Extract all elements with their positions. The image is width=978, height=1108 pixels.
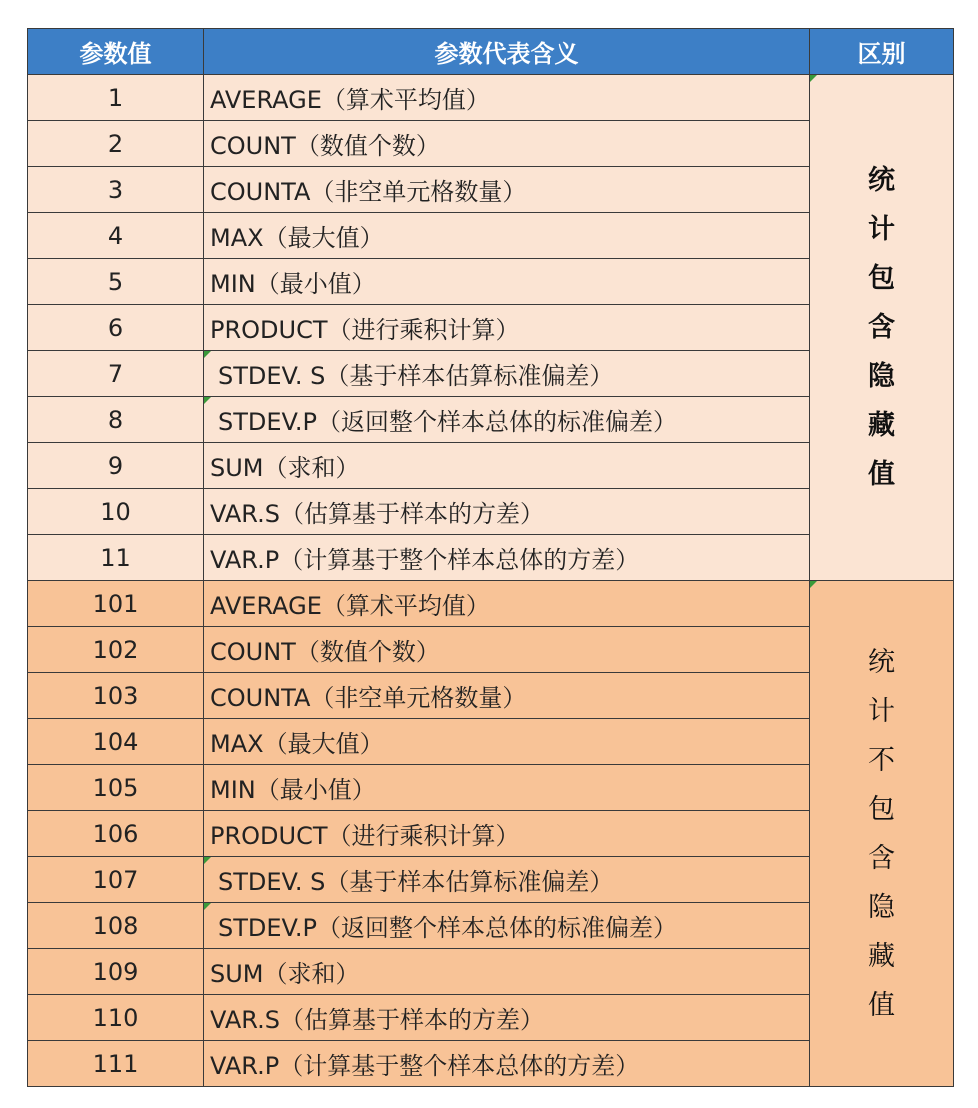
- param-meaning-text: PRODUCT（进行乘积计算）: [210, 822, 520, 850]
- param-value-cell: 111: [28, 1041, 204, 1087]
- param-value-cell: 107: [28, 857, 204, 903]
- param-meaning-cell: [204, 581, 810, 627]
- param-value-cell: 5: [28, 259, 204, 305]
- header-row: [28, 29, 954, 75]
- cell-marker-icon: [810, 75, 817, 82]
- param-meaning-cell: [204, 673, 810, 719]
- param-meaning-text: MAX（最大值）: [210, 730, 384, 758]
- param-meaning-cell: [204, 903, 810, 949]
- cell-marker-icon: [204, 351, 211, 358]
- table-row: [28, 75, 954, 121]
- param-meaning-text: COUNTA（非空单元格数量）: [210, 178, 527, 206]
- param-meaning-text: VAR.P（计算基于整个样本总体的方差）: [210, 546, 640, 574]
- param-meaning-cell: [204, 995, 810, 1041]
- param-meaning-cell: [204, 121, 810, 167]
- param-value-cell: 8: [28, 397, 204, 443]
- param-meaning-cell: [204, 857, 810, 903]
- param-value-cell: 108: [28, 903, 204, 949]
- param-value-cell: 105: [28, 765, 204, 811]
- header-param-meaning: 参数代表含义: [204, 29, 810, 75]
- param-meaning-text: COUNT（数值个数）: [210, 132, 440, 160]
- param-value-cell: 109: [28, 949, 204, 995]
- param-meaning-cell: [204, 305, 810, 351]
- difference-cell: [810, 75, 954, 581]
- param-meaning-cell: [204, 443, 810, 489]
- param-meaning-cell: [204, 765, 810, 811]
- difference-label: 统 计 不 包 含 隐 藏 值: [868, 646, 895, 1021]
- param-value-cell: 102: [28, 627, 204, 673]
- param-meaning-text: COUNTA（非空单元格数量）: [210, 684, 527, 712]
- param-meaning-cell: [204, 949, 810, 995]
- param-value-cell: 106: [28, 811, 204, 857]
- param-value-cell: 1: [28, 75, 204, 121]
- param-meaning-cell: [204, 351, 810, 397]
- param-value-cell: 103: [28, 673, 204, 719]
- param-meaning-text: STDEV.P（返回整个样本总体的标准偏差）: [218, 408, 677, 436]
- param-meaning-text: AVERAGE（算术平均值）: [210, 592, 490, 620]
- param-meaning-text: STDEV.P（返回整个样本总体的标准偏差）: [218, 914, 677, 942]
- difference-cell: [810, 581, 954, 1087]
- param-meaning-text: VAR.S（估算基于样本的方差）: [210, 1006, 544, 1034]
- param-value-cell: 104: [28, 719, 204, 765]
- param-value-cell: 3: [28, 167, 204, 213]
- param-meaning-text: PRODUCT（进行乘积计算）: [210, 316, 520, 344]
- param-meaning-cell: [204, 535, 810, 581]
- header-difference: 区别: [810, 29, 954, 75]
- param-value-cell: 4: [28, 213, 204, 259]
- difference-label: 统 计 包 含 隐 藏 值: [868, 165, 895, 490]
- cell-marker-icon: [204, 903, 211, 910]
- cell-marker-icon: [810, 581, 817, 588]
- param-meaning-text: MIN（最小值）: [210, 270, 376, 298]
- param-meaning-text: AVERAGE（算术平均值）: [210, 86, 490, 114]
- param-meaning-text: SUM（求和）: [210, 454, 360, 482]
- param-meaning-text: SUM（求和）: [210, 960, 360, 988]
- param-value-cell: 11: [28, 535, 204, 581]
- param-value-cell: 6: [28, 305, 204, 351]
- param-meaning-cell: [204, 1041, 810, 1087]
- param-meaning-text: MIN（最小值）: [210, 776, 376, 804]
- cell-marker-icon: [204, 857, 211, 864]
- param-meaning-cell: [204, 811, 810, 857]
- cell-marker-icon: [204, 397, 211, 404]
- param-meaning-text: MAX（最大值）: [210, 224, 384, 252]
- param-value-cell: 101: [28, 581, 204, 627]
- table-body: [28, 75, 954, 1087]
- param-value-cell: 2: [28, 121, 204, 167]
- table-row: [28, 581, 954, 627]
- param-meaning-cell: [204, 397, 810, 443]
- param-meaning-cell: [204, 719, 810, 765]
- param-meaning-text: STDEV. S（基于样本估算标准偏差）: [218, 868, 614, 896]
- param-meaning-cell: [204, 627, 810, 673]
- param-meaning-cell: [204, 167, 810, 213]
- param-meaning-text: VAR.P（计算基于整个样本总体的方差）: [210, 1052, 640, 1080]
- param-value-cell: 110: [28, 995, 204, 1041]
- subtotal-parameter-table: [27, 28, 954, 1087]
- param-value-cell: 10: [28, 489, 204, 535]
- param-value-cell: 7: [28, 351, 204, 397]
- param-meaning-cell: [204, 75, 810, 121]
- param-meaning-cell: [204, 259, 810, 305]
- param-meaning-cell: [204, 489, 810, 535]
- param-meaning-text: STDEV. S（基于样本估算标准偏差）: [218, 362, 614, 390]
- param-meaning-cell: [204, 213, 810, 259]
- param-meaning-text: VAR.S（估算基于样本的方差）: [210, 500, 544, 528]
- header-param-value: 参数值: [28, 29, 204, 75]
- param-value-cell: 9: [28, 443, 204, 489]
- param-meaning-text: COUNT（数值个数）: [210, 638, 440, 666]
